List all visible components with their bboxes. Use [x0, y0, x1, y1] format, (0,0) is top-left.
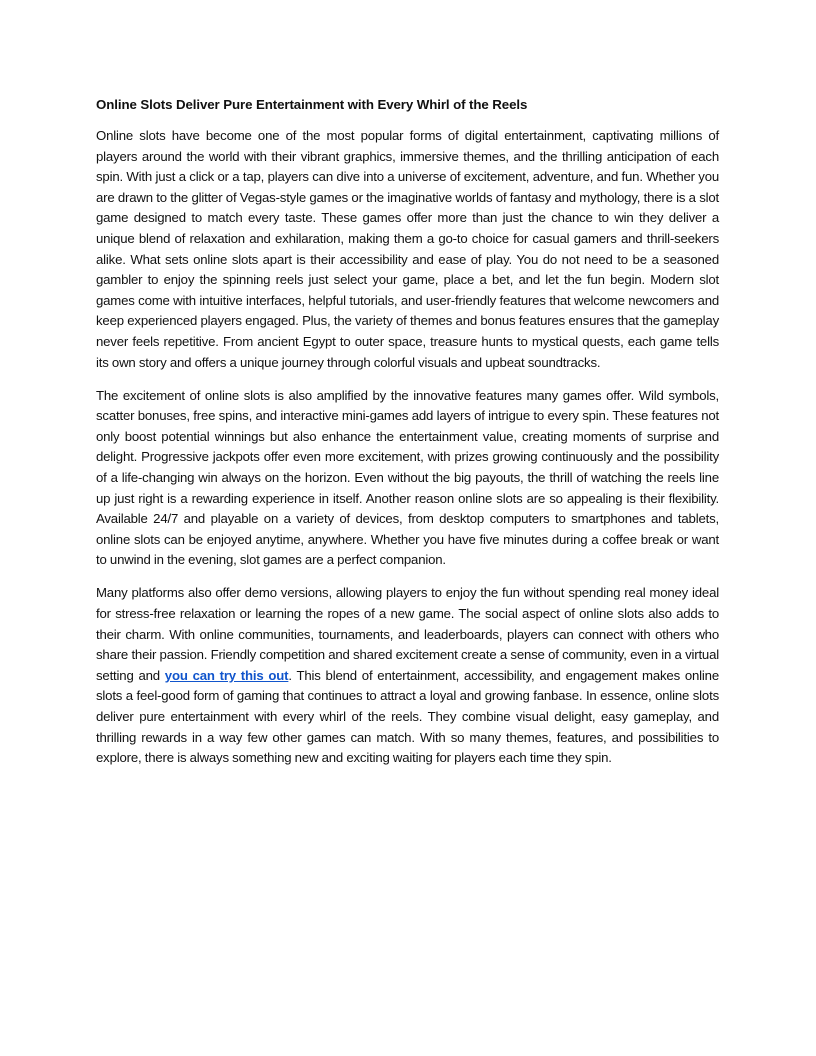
document-title: Online Slots Deliver Pure Entertainment with Every Whirl of the Reels — [96, 97, 528, 112]
paragraph-2: The excitement of online slots is also amplified by the innovative features many games offer. Wild symbols, scatter bonuses, free spins, and interactive mini-games add layers of intrigue to every spin. These features not only boost potential winnings but also enhance the entertainment value, creating moments of surprise and delight. Progressive jackpots offer even more excitement, with prizes growing continuously and the possibility of a life-changing win always on the horizon. Even without the big payouts, the thrill of watching the reels line up just right is a rewarding experience in itself. Another reason online slots are so appealing is their flexibility. Available 24/7 and playable on a variety of devices, from desktop computers to smartphones and tablets, online slots can be enjoyed anytime, anywhere. Whether you have five minutes during a coffee break or want to unwind in the evening, slot games are a perfect companion. — [96, 387, 719, 568]
paragraph-1: Online slots have become one of the most popular forms of digital entertainment, captivating millions of players around the world with their vibrant graphics, immersive themes, and the thrilling anticipation of each spin. With just a click or a tap, players can dive into a universe of excitement, adventure, and fun. Whether you are drawn to the glitter of Vegas-style games or the imaginative worlds of fantasy and mythology, there is a slot game designed to match every taste. These games offer more than just the chance to win they deliver a unique blend of relaxation and exhilaration, making them a go-to choice for casual gamers and thrill-seekers alike. What sets online slots apart is their accessibility and ease of play. You do not need to be a seasoned gambler to enjoy the spinning reels just select your game, place a bet, and let the fun begin. Modern slot games come with intuitive interfaces, helpful tutorials, and user-friendly features that welcome newcomers and keep experienced players engaged. Plus, the variety of themes and bonus features ensures that the gameplay never feels repetitive. From ancient Egypt to outer space, treasure hunts to mystical quests, each game tells its own story and offers a unique journey through colorful visuals and upbeat soundtracks. — [96, 128, 719, 370]
paragraph-3-text-after-link: . This blend of entertainment, accessibility, and engagement makes online slots a feel-good form of gaming that continues to attract a loyal and growing fanbase. In essence, online slots deliver pure entertainment with every whirl of the reels. They combine visual delight, easy gameplay, and thrilling rewards in a way few other games can match. With so many themes, features, and possibilities to explore, there is always something new and exciting waiting for players each time they spin. — [96, 667, 719, 766]
try-this-out-link[interactable]: you can try this out — [164, 667, 289, 683]
paragraph-3-text-before-link: Many platforms also offer demo versions, allowing players to enjoy the fun without spending real money ideal for stress-free relaxation or learning the ropes of a new game. The social aspect of online slots also adds to their charm. With online communities, tournaments, and leaderboards, players can connect with others who share their passion. Friendly competition and shared excitement create a sense of community, even in a virtual setting and — [96, 585, 719, 683]
paragraph-3 — [96, 583, 719, 768]
